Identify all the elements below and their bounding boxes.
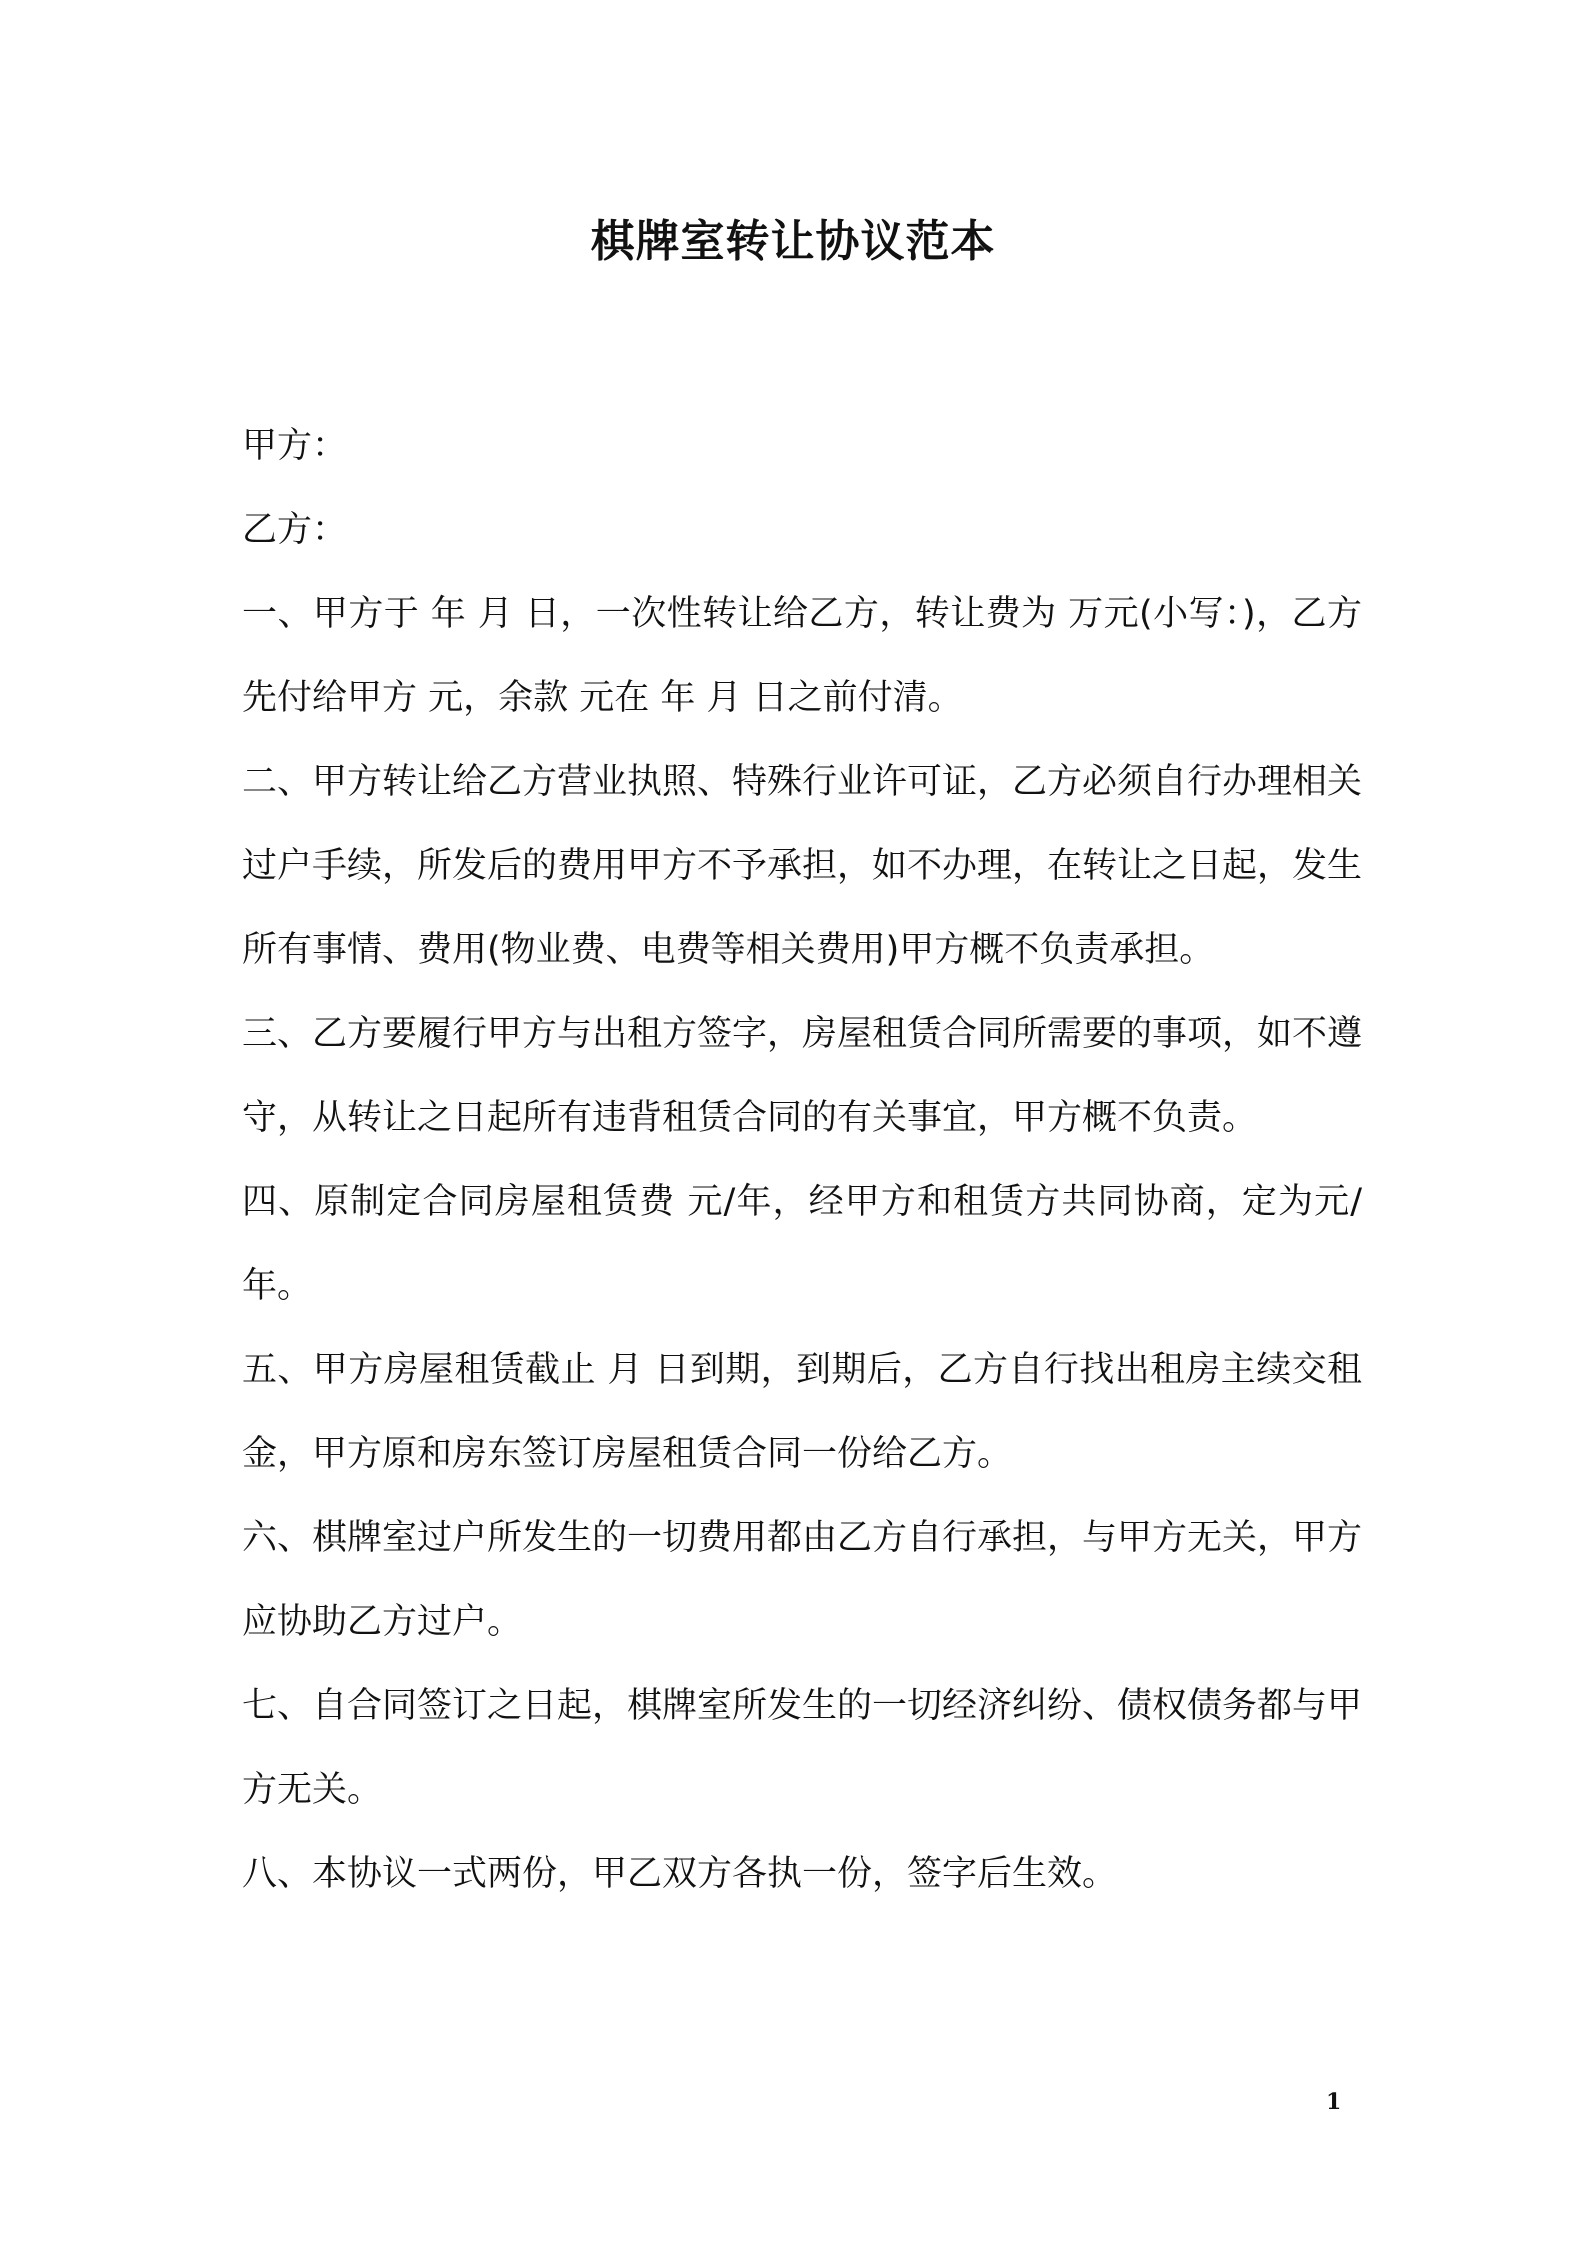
party-a-line: 甲方：	[242, 426, 348, 466]
clause-2: 二、甲方转让给乙方营业执照、特殊行业许可证，乙方必须自行办理相关过户手续，所发后的费用甲方不予承担，如不办理，在转让之日起，发生所有事情、费用(物业费、电费等相关费用)甲方概不负责承担。	[242, 762, 1363, 970]
clause-1: 一、甲方于 年 月 日，一次性转让给乙方，转让费为 万元(小写：)，乙方先付给甲方 元，余款 元在 年 月 日之前付清。	[242, 594, 1362, 718]
party-b-line: 乙方：	[242, 510, 348, 550]
clause-7: 七、自合同签订之日起，棋牌室所发生的一切经济纠纷、债权债务都与甲方无关。	[242, 1686, 1363, 1810]
clause-6: 六、棋牌室过户所发生的一切费用都由乙方自行承担，与甲方无关，甲方应协助乙方过户。	[242, 1518, 1363, 1642]
clause-5: 五、甲方房屋租赁截止 月 日到期，到期后，乙方自行找出租房主续交租金，甲方原和房东签订房屋租赁合同一份给乙方。	[242, 1350, 1362, 1474]
clause-4: 四、原制定合同房屋租赁费 元/年，经甲方和租赁方共同协商，定为元/年。	[242, 1182, 1362, 1306]
document-title: 棋牌室转让协议范本	[590, 216, 996, 267]
clause-3: 三、乙方要履行甲方与出租方签字，房屋租赁合同所需要的事项，如不遵守，从转让之日起所有违背租赁合同的有关事宜，甲方概不负责。	[242, 1014, 1363, 1138]
page-number: 1	[1326, 2089, 1342, 2115]
document-body	[242, 404, 1362, 1916]
clause-8: 八、本协议一式两份，甲乙双方各执一份，签字后生效。	[242, 1854, 1118, 1894]
